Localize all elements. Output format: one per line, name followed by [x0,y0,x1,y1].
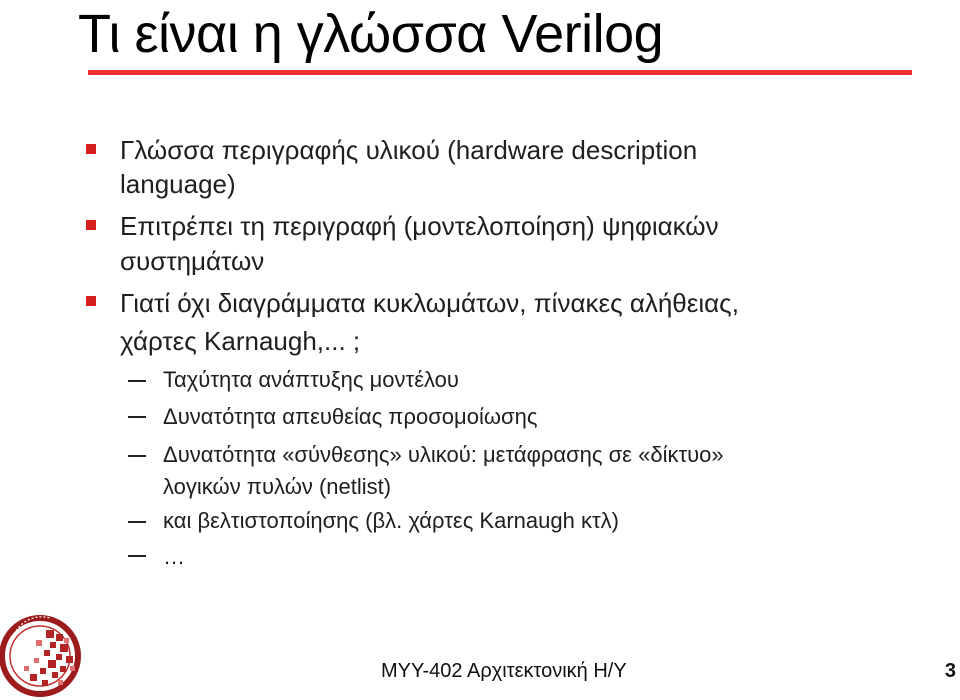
footer-course: ΜΥΥ-402 Αρχιτεκτονική Η/Υ [381,660,627,682]
dash-bullet-icon [128,416,146,418]
dash-bullet-icon [128,555,146,557]
bullet-square-icon [86,144,96,154]
subbullet-5: … [163,544,185,569]
university-seal-icon [0,596,92,700]
bullet-1-line-1: Γλώσσα περιγραφής υλικού (hardware description [120,135,698,165]
subbullet-3-line-2: λογικών πυλών (netlist) [163,474,392,499]
bullet-square-icon [86,296,96,306]
bullet-1-line-2: language) [120,169,236,199]
slide-title: Τι είναι η γλώσσα Verilog [78,4,664,64]
subbullet-1: Ταχύτητα ανάπτυξης μοντέλου [163,367,459,392]
subbullet-3-line-1: Δυνατότητα «σύνθεσης» υλικού: μετάφρασης σε «δίκτυο» [163,442,724,467]
subbullet-4: και βελτιστοποίησης (βλ. χάρτες Karnaugh κτλ) [163,508,619,533]
dash-bullet-icon [128,521,146,523]
bullet-3-line-2: χάρτες Karnaugh,... ; [120,326,361,356]
dash-bullet-icon [128,380,146,382]
bullet-square-icon [86,220,96,230]
bullet-2-line-2: συστημάτων [120,246,265,276]
bullet-2-line-1: Επιτρέπει τη περιγραφή (μοντελοποίηση) ψηφιακών [120,211,719,241]
page-number: 3 [944,660,956,682]
dash-bullet-icon [128,455,146,457]
bullet-3-line-1: Γιατί όχι διαγράμματα κυκλωμάτων, πίνακες αλήθειας, [120,288,739,318]
subbullet-2: Δυνατότητα απευθείας προσομοίωσης [163,404,538,429]
